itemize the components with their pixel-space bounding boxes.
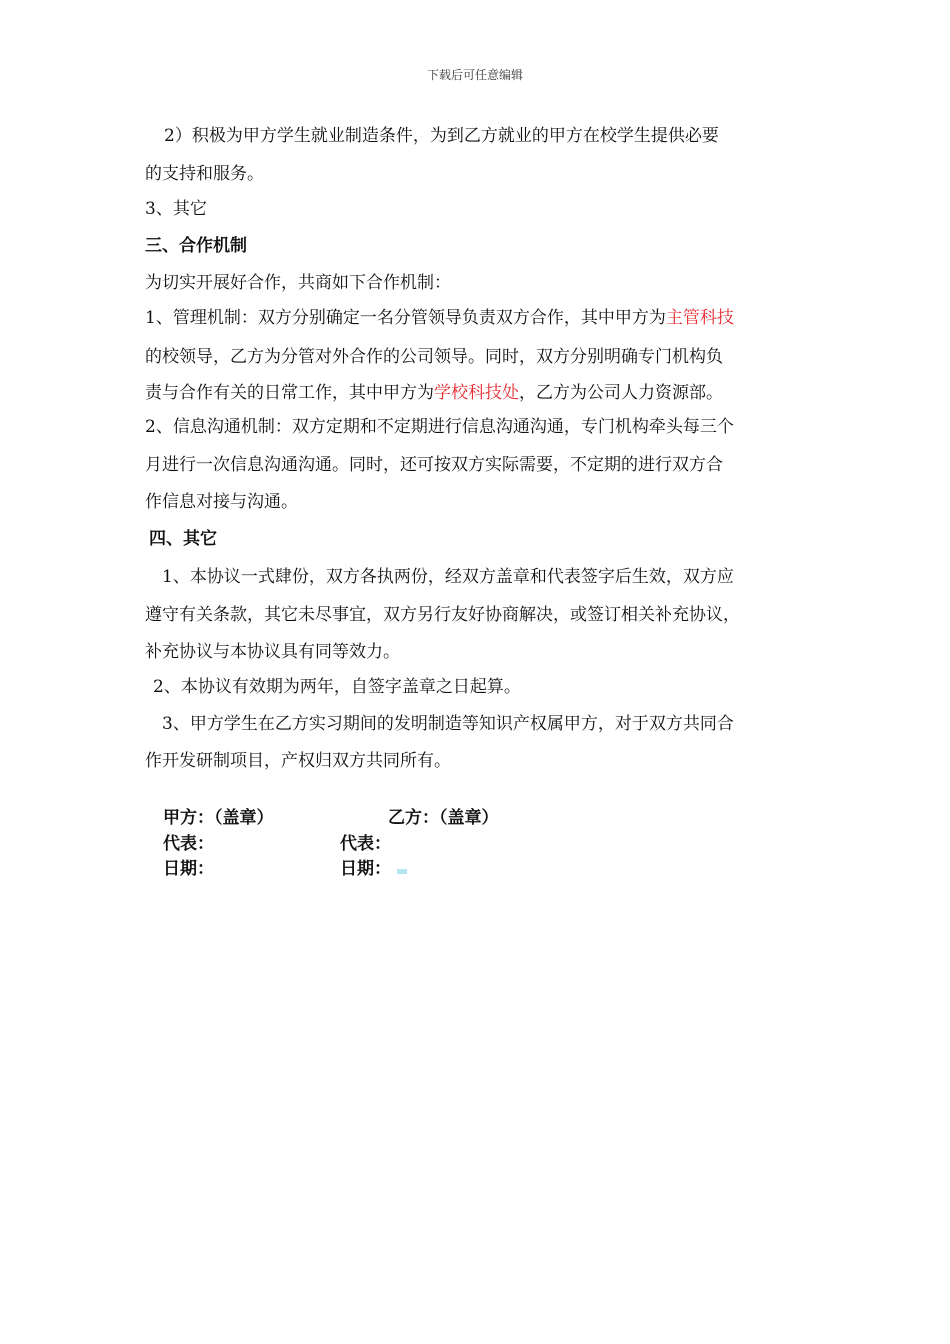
paragraph-line-office xyxy=(145,381,820,405)
paragraph-line: 3、甲方学生在乙方实习期间的发明制造等知识产权属甲方，对于双方共同合 xyxy=(162,714,734,734)
line-text: ，乙方为公司人力资源部。 xyxy=(519,383,723,403)
paragraph-line: 月进行一次信息沟通沟通。同时，还可按双方实际需要，不定期的进行双方合 xyxy=(145,455,723,475)
paragraph-line: 为切实开展好合作，共商如下合作机制： xyxy=(145,273,451,293)
paragraph-line: 的校领导，乙方为分管对外合作的公司领导。同时，双方分别明确专门机构负 xyxy=(145,347,723,367)
highlighted-text: 学校科技处 xyxy=(434,383,519,403)
party-a-date-label: 日期： xyxy=(163,859,214,879)
paragraph-line: 1、本协议一式肆份，双方各执两份，经双方盖章和代表签字后生效，双方应 xyxy=(162,567,734,587)
party-b-representative-label: 代表： xyxy=(340,834,391,854)
paragraph-line: 遵守有关条款，其它未尽事宜，双方另行友好协商解决，或签订相关补充协议， xyxy=(145,605,740,625)
paragraph-line: 2、本协议有效期为两年，自签字盖章之日起算。 xyxy=(153,677,521,697)
party-a-seal-label: 甲方：（盖章） xyxy=(163,808,274,828)
party-b-date-label: 日期： xyxy=(340,859,391,879)
section-heading-cooperation-mechanism: 三、合作机制 xyxy=(145,236,247,256)
paragraph-line-management xyxy=(145,306,820,330)
paragraph-line: 作开发研制项目，产权归双方共同所有。 xyxy=(145,751,451,771)
paragraph-line: 3、其它 xyxy=(145,199,207,219)
paragraph-line: 2、信息沟通机制：双方定期和不定期进行信息沟通沟通，专门机构牵头每三个 xyxy=(145,417,734,437)
paragraph-line: 补充协议与本协议具有同等效力。 xyxy=(145,642,400,662)
highlighted-text: 主管科技 xyxy=(665,308,734,328)
page-header: 下载后可任意编辑 xyxy=(426,68,523,82)
party-b-seal-label: 乙方：（盖章） xyxy=(388,808,499,828)
text-cursor-marker xyxy=(397,869,407,874)
paragraph-line: 的支持和服务。 xyxy=(145,164,264,184)
section-heading-other: 四、其它 xyxy=(149,529,217,549)
line-text: 1、管理机制：双方分别确定一名分管领导负责双方合作，其中甲方为 xyxy=(145,308,666,328)
paragraph-line: 作信息对接与沟通。 xyxy=(145,492,298,512)
line-text: 责与合作有关的日常工作，其中甲方为 xyxy=(145,383,434,403)
paragraph-line: 2）积极为甲方学生就业制造条件，为到乙方就业的甲方在校学生提供必要 xyxy=(164,126,719,146)
party-a-representative-label: 代表： xyxy=(163,834,214,854)
